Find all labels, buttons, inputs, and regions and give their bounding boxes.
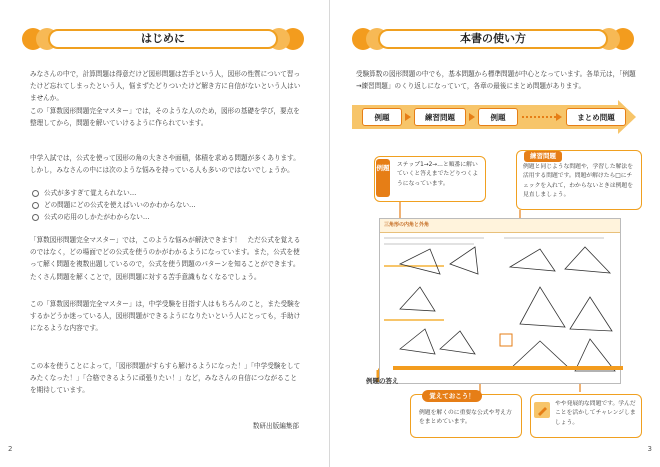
list-item: 公式が多すぎて覚えられない…: [30, 187, 290, 199]
callout-text: 例題と同じような問題や，学習した解法を活用する問題です。問題が解けたら□にチェックを入れて，わからないときは例題を見直しましょう。: [523, 164, 634, 199]
worry-list: [30, 187, 290, 223]
list-item: 公式の応用のしかたがわからない…: [30, 211, 290, 223]
answer-label: 例題の答え: [366, 377, 399, 385]
body-paragraph: この本を使うことによって，「図形問題がすらすら解けるようになった！」「中学受験をしてみたくなった！」「合格できるように頑張りたい！」など，みなさんの自信につながることを期待しています。: [30, 362, 301, 395]
callout-text: 例題を解くのに重要な公式や考え方をまとめています。: [419, 410, 512, 426]
flow-step: 例題: [478, 108, 518, 126]
callout-tag: 覚えておこう！: [422, 390, 482, 402]
flow-step: 練習問題: [414, 108, 466, 126]
page-number: 3: [647, 445, 652, 453]
pen-icon: [534, 402, 550, 418]
intro-paragraph: この「算数図形問題完全マスター」では，そのような人のため，図形の基礎を学び，要点を整理してから，問題を解いていけるように作られています。: [30, 107, 300, 128]
intro-paragraph: 中学入試では，公式を使って図形の角の大きさや面積，体積を求める問題が多くあります。しかし，みなさんの中には次のような悩みを持っている人も多いのではないでしょうか。: [30, 154, 300, 175]
callout-tag: 例題: [376, 159, 390, 197]
left-title-banner: [22, 26, 304, 52]
body-paragraph: 「算数図形問題完全マスター」では，このような悩みが解決できます！ ただ公式を覚えるのではなく，どの場面でどの公式を使うのかがわかるようになっています。また，公式を使って解く問題を複数出題しているので，公式を使う問題のパターンを知ることができます。たくさん問題を解くことで，図形問題に対する苦手意識もなくなるでしょう。: [30, 236, 301, 281]
page-number: 2: [8, 445, 13, 453]
page-title: 本書の使い方: [460, 32, 526, 45]
sample-triangles: [380, 219, 620, 383]
sample-page-preview: [379, 218, 621, 384]
flow-step: 例題: [362, 108, 402, 126]
signature: 数研出版編集部: [252, 422, 299, 430]
answer-bar: [393, 366, 623, 370]
usage-intro: 受験算数の図形問題の中でも，基本問題から標準問題が中心となっています。各単元は，「例題→練習問題」のくり返しになっていて，各章の最後にまとめ問題があります。: [356, 70, 636, 91]
page-title: はじめに: [141, 32, 185, 45]
callout-text: やや発展的な問題です。学んだことを活かしてチャレンジしましょう。: [555, 401, 636, 426]
body-paragraph: この「算数図形問題完全マスター」は，中学受験を目指す人はもちろんのこと，また受験をするかどうか迷っている人，図形問題ができるようになりたいという人にとっても，手助けになるような内容です。: [30, 300, 301, 333]
sample-page-heading: 三角形の内角と外角: [384, 222, 430, 228]
callout-text: ステップ1→2→…と順番に解いていくと答えまでたどりつくようになっています。: [397, 162, 479, 187]
callout-tag: 練習問題: [524, 151, 562, 162]
intro-paragraph: みなさんの中で，計算問題は得意だけど図形問題は苦手という人，図形の性質について習ったけど忘れてしまったという人，悩まずたどりついたけど解き方に自信がないという人はいませんか。: [30, 70, 301, 103]
list-item: どの問題にどの公式を使えばいいのかわからない…: [30, 199, 290, 211]
flow-step: まとめ問題: [566, 108, 626, 126]
right-page: [330, 0, 660, 467]
